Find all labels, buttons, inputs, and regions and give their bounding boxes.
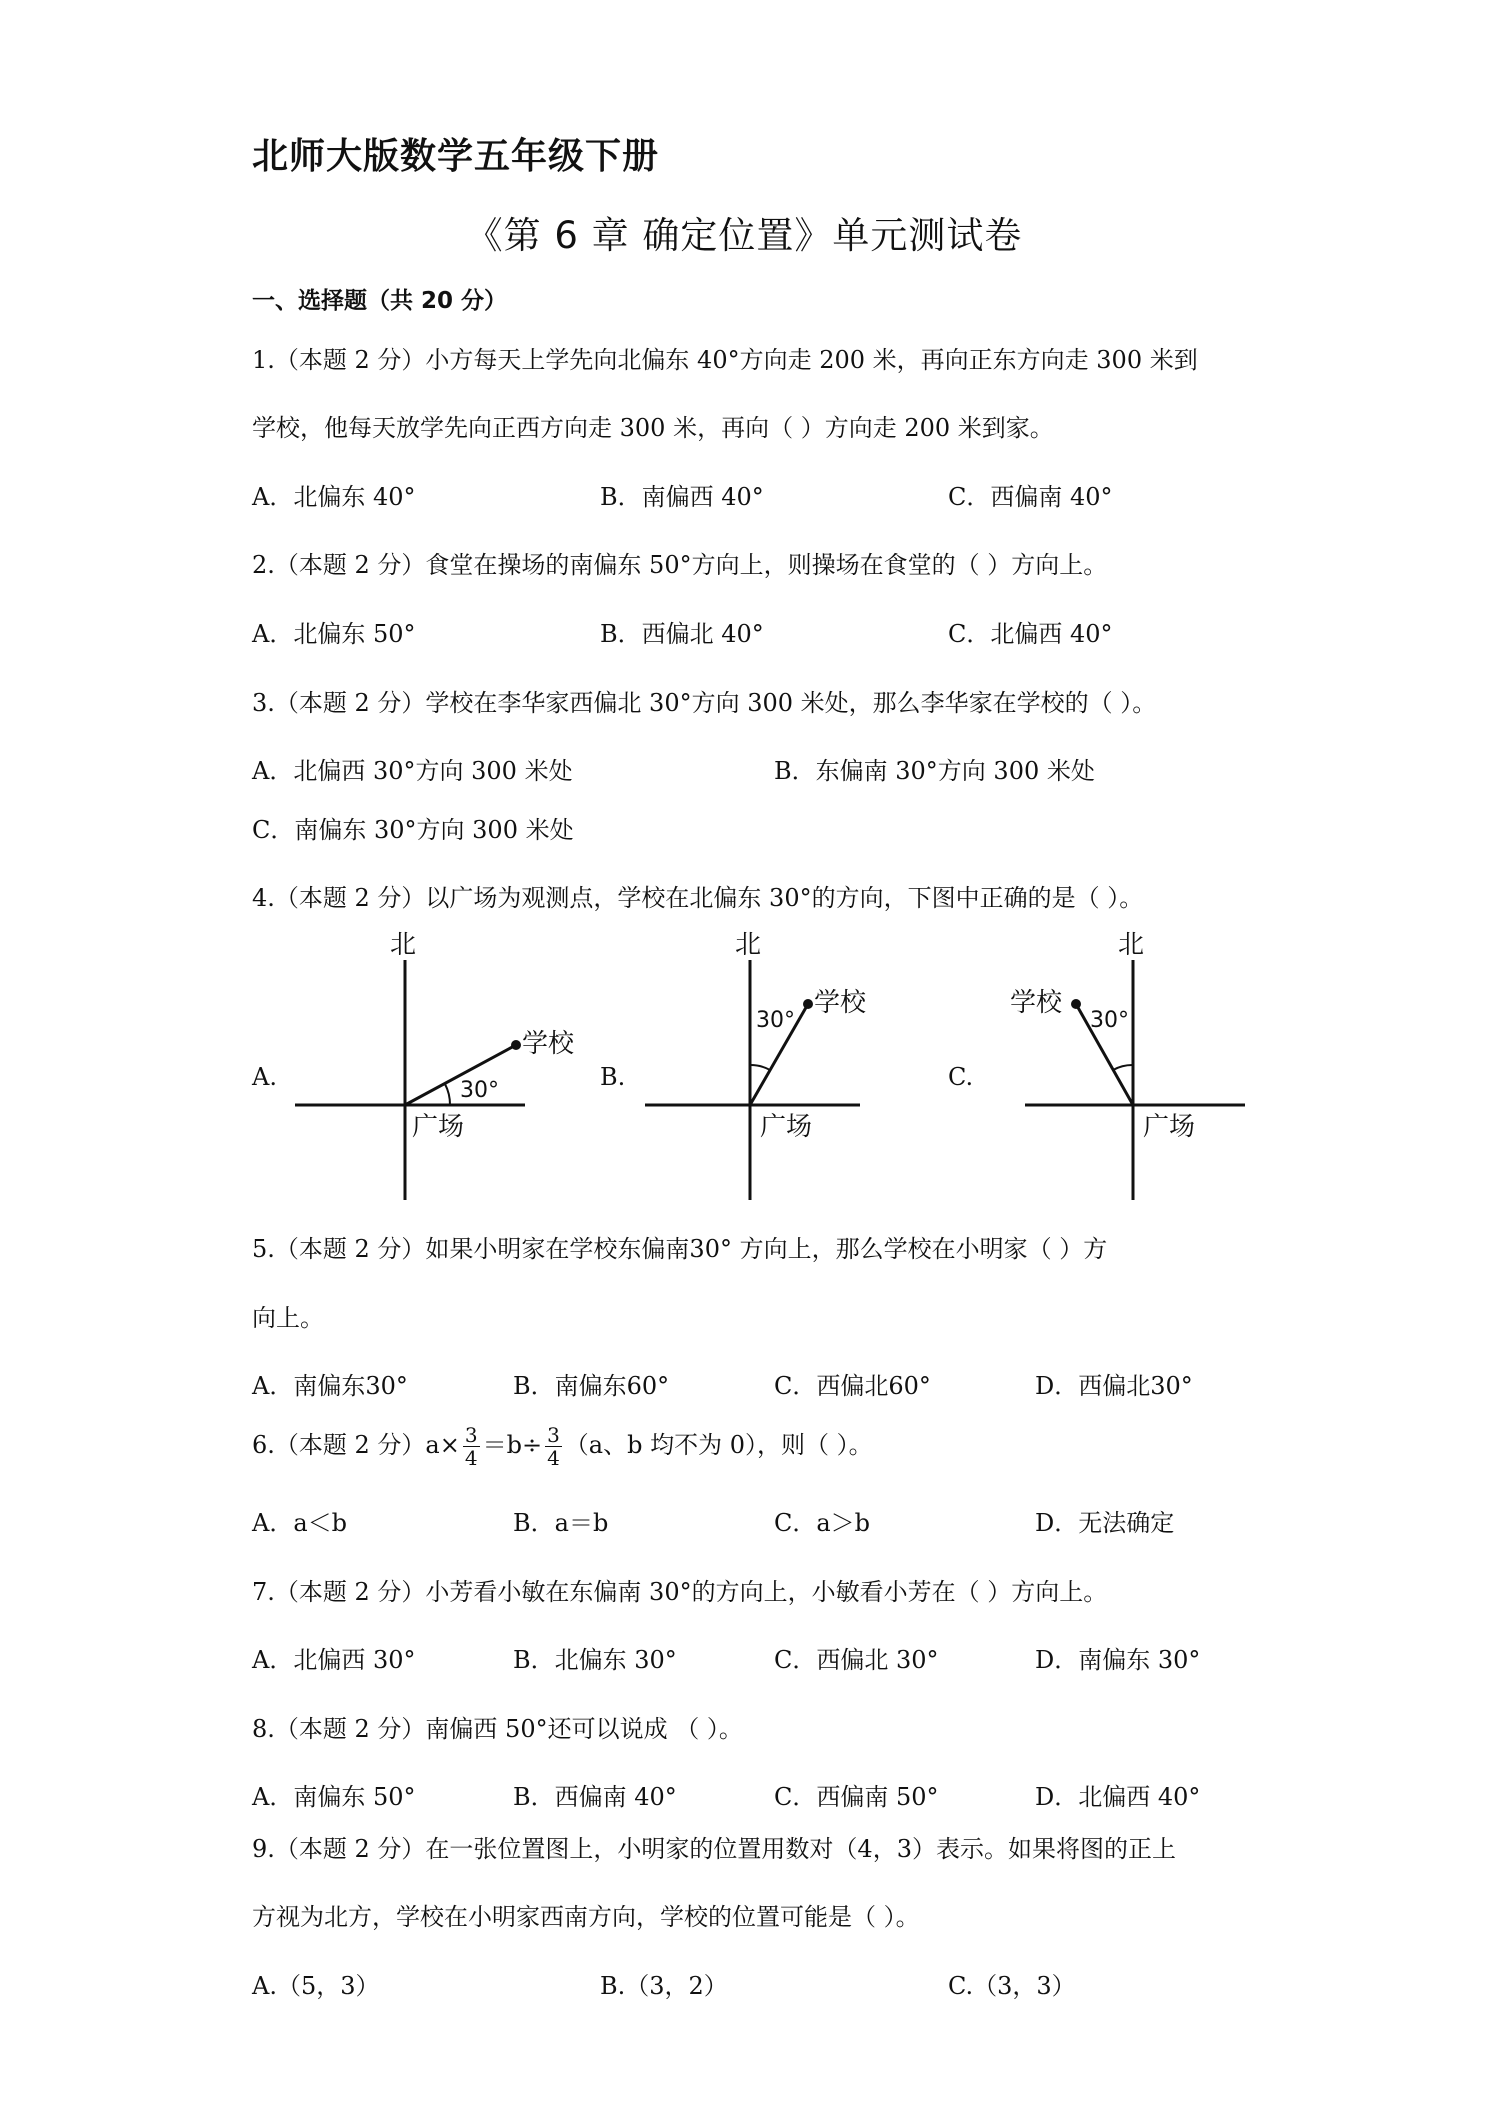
- school-label: 学校: [814, 988, 867, 1018]
- diagram-option-a: [290, 930, 575, 1205]
- plaza-label: 广场: [412, 1112, 465, 1142]
- plaza-label: 广场: [1143, 1112, 1196, 1142]
- question-6-option-d: D．无法确定: [1035, 1509, 1175, 1537]
- question-5-option-b: B．南偏东60°: [513, 1372, 670, 1400]
- fraction-2-denominator: 4: [547, 1446, 560, 1470]
- question-5-option-d: D．西偏北30°: [1035, 1372, 1193, 1400]
- school-label: 学校: [522, 1029, 575, 1059]
- school-point: [511, 1040, 521, 1050]
- question-6-option-c: C．a＞b: [774, 1509, 871, 1537]
- north-label: 北: [735, 930, 762, 960]
- school-label: 学校: [1010, 988, 1063, 1018]
- north-label: 北: [390, 930, 417, 960]
- fraction-1-numerator: 3: [464, 1423, 478, 1447]
- question-9-line-1: 9.（本题 2 分）在一张位置图上，小明家的位置用数对（4，3）表示。如果将图的正上: [252, 1835, 1176, 1863]
- question-6-suffix: （a、b 均不为 0），则（ ）。: [564, 1431, 873, 1459]
- angle-arc: [445, 1084, 450, 1105]
- question-6-prefix: 6.（本题 2 分）a×: [252, 1431, 460, 1459]
- question-6-line-1: [252, 1424, 873, 1469]
- question-1-option-c: C．西偏南 40°: [948, 483, 1113, 511]
- fraction-2-numerator: 3: [547, 1423, 560, 1447]
- question-2-line-1: 2.（本题 2 分）食堂在操场的南偏东 50°方向上，则操场在食堂的（ ）方向上。: [252, 551, 1108, 579]
- north-label: 北: [1118, 930, 1145, 960]
- diagram-option-c: [1010, 930, 1250, 1205]
- question-8-option-a: A．南偏东 50°: [252, 1783, 416, 1811]
- question-4-option-b: B.: [600, 1063, 626, 1091]
- angle-arc: [750, 1065, 770, 1070]
- plaza-label: 广场: [760, 1112, 813, 1142]
- question-4-option-a: A.: [252, 1063, 277, 1091]
- question-5-option-a: A．南偏东30°: [252, 1372, 408, 1400]
- school-point: [1071, 999, 1081, 1009]
- question-3-line-1: 3.（本题 2 分）学校在李华家西偏北 30°方向 300 米处，那么李华家在学校的（ ）。: [252, 689, 1157, 717]
- question-1-option-b: B．南偏西 40°: [600, 483, 764, 511]
- section-heading: 一、选择题（共 20 分）: [252, 288, 508, 314]
- question-8-option-c: C．西偏南 50°: [774, 1783, 939, 1811]
- angle-label: 30°: [1090, 1008, 1129, 1033]
- question-3-option-a: A．北偏西 30°方向 300 米处: [252, 757, 573, 785]
- question-5-line-1: 5.（本题 2 分）如果小明家在学校东偏南30° 方向上，那么学校在小明家（ ）方: [252, 1235, 1108, 1263]
- angle-arc: [1113, 1065, 1133, 1070]
- fraction-1: [463, 1424, 480, 1469]
- question-3-option-b: B．东偏南 30°方向 300 米处: [774, 757, 1095, 785]
- fraction-1-denominator: 4: [464, 1446, 478, 1470]
- question-8-line-1: 8.（本题 2 分）南偏西 50°还可以说成 （ ）。: [252, 1715, 743, 1743]
- question-9-line-2: 方视为北方，学校在小明家西南方向，学校的位置可能是（ ）。: [252, 1903, 920, 1931]
- question-8-option-d: D．北偏西 40°: [1035, 1783, 1201, 1811]
- question-1-line-1: 1.（本题 2 分）小方每天上学先向北偏东 40°方向走 200 米，再向正东方向走 300 米到: [252, 346, 1198, 374]
- question-7-line-1: 7.（本题 2 分）小芳看小敏在东偏南 30°的方向上，小敏看小芳在（ ）方向上。: [252, 1578, 1108, 1606]
- school-point: [803, 999, 813, 1009]
- question-1-line-2: 学校，他每天放学先向正西方向走 300 米，再向（ ）方向走 200 米到家。: [252, 414, 1054, 442]
- question-8-option-b: B．西偏南 40°: [513, 1783, 677, 1811]
- question-7-option-c: C．西偏北 30°: [774, 1646, 939, 1674]
- question-6-middle: ＝b÷: [482, 1431, 543, 1459]
- question-9-option-b: B.（3，2）: [600, 1972, 728, 2000]
- question-3-option-c: C．南偏东 30°方向 300 米处: [252, 816, 574, 844]
- question-7-option-b: B．北偏东 30°: [513, 1646, 677, 1674]
- fraction-2: [545, 1424, 562, 1469]
- question-4-line-1: 4.（本题 2 分）以广场为观测点，学校在北偏东 30°的方向，下图中正确的是（ ）。: [252, 884, 1144, 912]
- page-subtitle: 《第 6 章 确定位置》单元测试卷: [465, 214, 1023, 257]
- question-9-option-c: C.（3，3）: [948, 1972, 1076, 2000]
- question-6-option-a: A．a＜b: [252, 1509, 348, 1537]
- question-7-option-d: D．南偏东 30°: [1035, 1646, 1201, 1674]
- angle-label: 30°: [460, 1078, 499, 1103]
- question-5-option-c: C．西偏北60°: [774, 1372, 931, 1400]
- question-2-option-a: A．北偏东 50°: [252, 620, 416, 648]
- question-9-option-a: A.（5，3）: [252, 1972, 380, 2000]
- page-title: 北师大版数学五年级下册: [252, 136, 660, 177]
- question-1-option-a: A．北偏东 40°: [252, 483, 416, 511]
- angle-label: 30°: [756, 1008, 795, 1033]
- question-4-option-c: C.: [948, 1063, 974, 1091]
- question-6-option-b: B．a＝b: [513, 1509, 609, 1537]
- question-2-option-b: B．西偏北 40°: [600, 620, 764, 648]
- question-7-option-a: A．北偏西 30°: [252, 1646, 416, 1674]
- diagram-option-b: [640, 930, 880, 1205]
- question-5-line-2: 向上。: [252, 1304, 324, 1332]
- question-2-option-c: C．北偏西 40°: [948, 620, 1113, 648]
